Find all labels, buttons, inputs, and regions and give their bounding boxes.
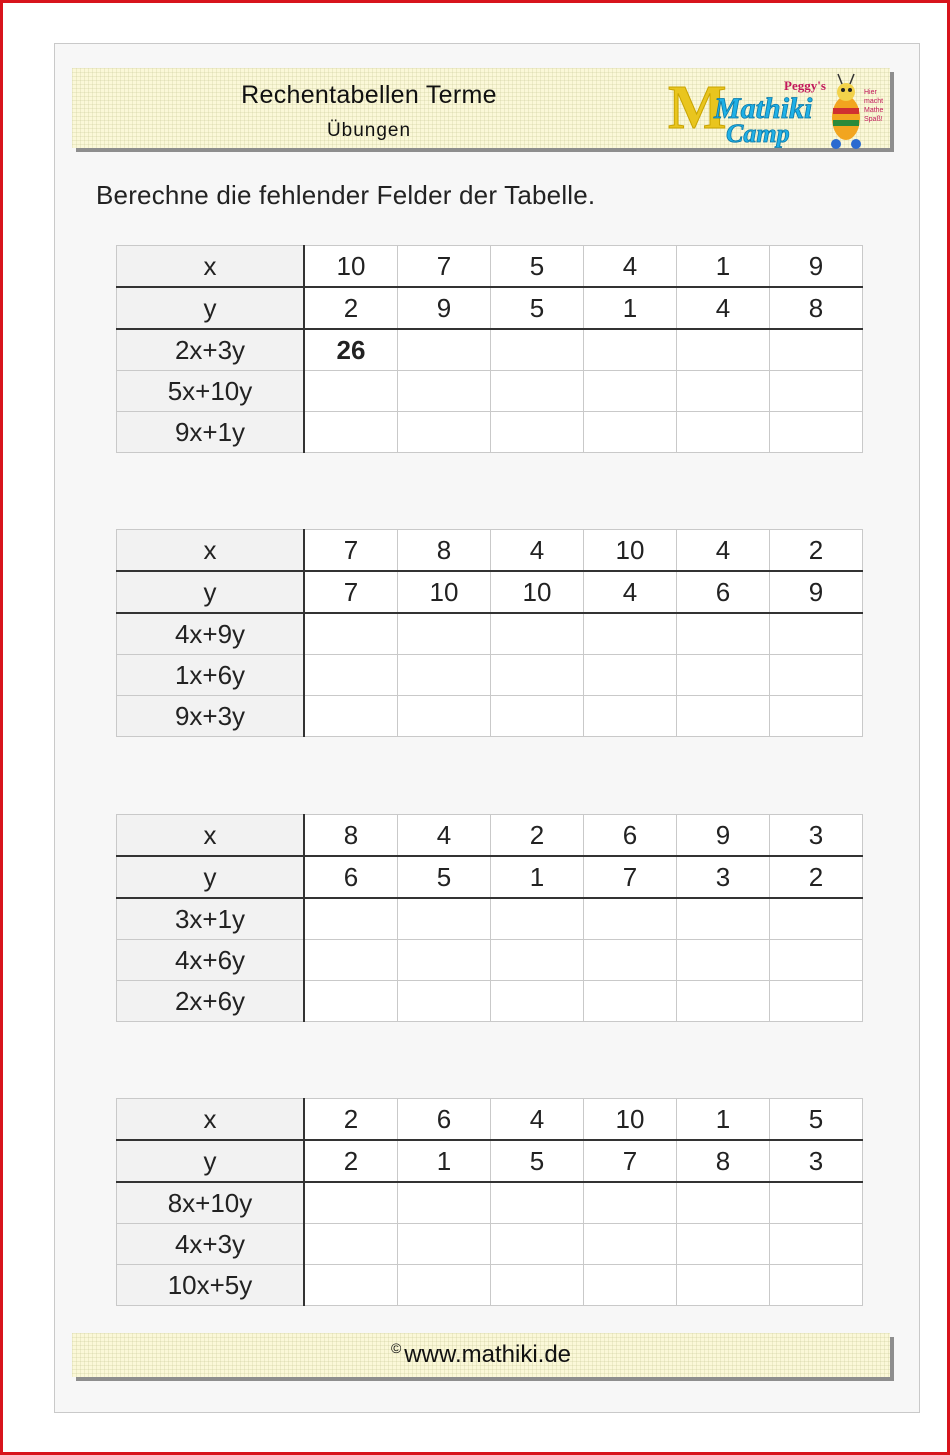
y-row-cell: 8 [770, 287, 863, 329]
x-row-label: x [117, 530, 305, 572]
term-row-cell[interactable] [584, 329, 677, 371]
term-row-cell[interactable] [584, 655, 677, 696]
term-row-cell[interactable] [398, 1265, 491, 1306]
term-row-cell[interactable] [770, 696, 863, 737]
term-row-cell[interactable] [584, 371, 677, 412]
y-row-cell: 9 [398, 287, 491, 329]
term-row-cell[interactable] [491, 1182, 584, 1224]
term-row-cell[interactable] [304, 1224, 398, 1265]
term-row-cell[interactable] [491, 329, 584, 371]
term-row-label: 3x+1y [117, 898, 305, 940]
y-row-cell: 7 [584, 856, 677, 898]
x-row-cell: 9 [770, 246, 863, 288]
term-row-cell[interactable] [491, 412, 584, 453]
y-row-cell: 1 [398, 1140, 491, 1182]
x-row-cell: 10 [304, 246, 398, 288]
term-row-cell[interactable] [398, 898, 491, 940]
term-row-cell[interactable] [584, 898, 677, 940]
calc-table-3 [116, 814, 863, 1022]
term-row-cell[interactable] [491, 655, 584, 696]
x-row-cell: 10 [584, 530, 677, 572]
term-row-label: 10x+5y [117, 1265, 305, 1306]
term-row-cell[interactable] [677, 696, 770, 737]
x-row-cell: 6 [398, 1099, 491, 1141]
footer-url: www.mathiki.de [404, 1341, 572, 1368]
y-row [117, 1140, 863, 1182]
term-row-cell[interactable] [770, 981, 863, 1022]
x-row-cell: 10 [584, 1099, 677, 1141]
footer [72, 1340, 890, 1369]
term-row-label: 4x+9y [117, 613, 305, 655]
svg-text:Hier: Hier [864, 89, 877, 96]
y-row-cell: 3 [677, 856, 770, 898]
term-row [117, 371, 863, 412]
y-row-label: y [117, 856, 305, 898]
term-row-cell[interactable] [398, 655, 491, 696]
y-row-cell: 2 [304, 287, 398, 329]
y-row-cell: 5 [398, 856, 491, 898]
x-row-cell: 6 [584, 815, 677, 857]
term-row-cell[interactable] [304, 1182, 398, 1224]
term-row-cell[interactable] [770, 1182, 863, 1224]
term-row-label: 1x+6y [117, 655, 305, 696]
y-row-cell: 3 [770, 1140, 863, 1182]
term-row-cell[interactable] [770, 1265, 863, 1306]
y-row-label: y [117, 571, 305, 613]
term-row-cell[interactable] [398, 329, 491, 371]
x-row-cell: 7 [304, 530, 398, 572]
term-row-cell[interactable] [677, 371, 770, 412]
term-row-label: 2x+6y [117, 981, 305, 1022]
y-row-cell: 4 [677, 287, 770, 329]
term-row [117, 655, 863, 696]
calc-table-2 [116, 529, 863, 737]
y-row-cell: 6 [677, 571, 770, 613]
term-row-cell[interactable] [304, 940, 398, 981]
y-row-cell: 1 [491, 856, 584, 898]
x-row [117, 1099, 863, 1141]
x-row-cell: 2 [304, 1099, 398, 1141]
x-row-cell: 8 [398, 530, 491, 572]
term-row-cell[interactable] [677, 1182, 770, 1224]
term-row-cell[interactable] [491, 696, 584, 737]
y-row-cell: 5 [491, 287, 584, 329]
x-row-cell: 7 [398, 246, 491, 288]
term-row-cell[interactable] [677, 940, 770, 981]
term-row-cell[interactable] [584, 1224, 677, 1265]
term-row-cell[interactable] [770, 412, 863, 453]
y-row [117, 856, 863, 898]
x-row-cell: 3 [770, 815, 863, 857]
svg-text:Mathe: Mathe [864, 107, 884, 114]
x-row-cell: 5 [770, 1099, 863, 1141]
term-row-label: 9x+1y [117, 412, 305, 453]
term-row-cell[interactable] [584, 1182, 677, 1224]
y-row-cell: 7 [304, 571, 398, 613]
calc-table-1 [116, 245, 863, 453]
term-row-cell[interactable] [304, 412, 398, 453]
x-row-label: x [117, 815, 305, 857]
term-row-cell[interactable] [677, 898, 770, 940]
x-row-cell: 2 [491, 815, 584, 857]
term-row-cell[interactable] [491, 981, 584, 1022]
term-row-cell[interactable] [584, 613, 677, 655]
term-row-cell[interactable] [491, 371, 584, 412]
copyright-symbol: © [390, 1340, 402, 1356]
y-row-label: y [117, 1140, 305, 1182]
term-row-label: 5x+10y [117, 371, 305, 412]
term-row-label: 8x+10y [117, 1182, 305, 1224]
y-row-cell: 2 [304, 1140, 398, 1182]
x-row-cell: 8 [304, 815, 398, 857]
y-row-cell: 9 [770, 571, 863, 613]
term-row-label: 4x+3y [117, 1224, 305, 1265]
term-row-cell[interactable] [398, 371, 491, 412]
term-row-cell[interactable] [677, 613, 770, 655]
term-row-cell[interactable] [398, 696, 491, 737]
calc-table-4 [116, 1098, 863, 1306]
term-row-cell[interactable] [491, 898, 584, 940]
x-row-cell: 9 [677, 815, 770, 857]
term-row [117, 696, 863, 737]
term-row-label: 9x+3y [117, 696, 305, 737]
term-row [117, 940, 863, 981]
x-row-label: x [117, 1099, 305, 1141]
x-row-cell: 4 [491, 530, 584, 572]
y-row-label: y [117, 287, 305, 329]
y-row [117, 571, 863, 613]
term-row-cell[interactable] [677, 1265, 770, 1306]
term-row-cell[interactable] [398, 412, 491, 453]
term-row-cell[interactable] [770, 940, 863, 981]
term-row-cell[interactable] [770, 371, 863, 412]
logo-word-peggys: Peggy's [784, 78, 826, 93]
term-row-cell[interactable] [398, 1224, 491, 1265]
term-row-cell[interactable] [398, 940, 491, 981]
x-row-cell: 4 [677, 530, 770, 572]
term-row-cell[interactable] [304, 696, 398, 737]
term-row-cell[interactable] [304, 655, 398, 696]
bee-mascot-icon [831, 74, 884, 149]
term-row-label: 2x+3y [117, 329, 305, 371]
term-row-cell[interactable] [770, 898, 863, 940]
term-row-cell[interactable] [304, 371, 398, 412]
worksheet-title: Rechentabellen Terme [241, 81, 497, 109]
term-row-cell[interactable] [677, 329, 770, 371]
term-row-cell[interactable] [491, 613, 584, 655]
term-row [117, 1182, 863, 1224]
term-row-cell[interactable] [770, 329, 863, 371]
term-row [117, 1224, 863, 1265]
term-row-cell[interactable] [584, 1265, 677, 1306]
y-row-cell: 1 [584, 287, 677, 329]
svg-text:Spaß!: Spaß! [864, 116, 883, 123]
x-row [117, 530, 863, 572]
term-row-cell[interactable]: 26 [304, 329, 398, 371]
y-row-cell: 7 [584, 1140, 677, 1182]
x-row [117, 246, 863, 288]
term-row-cell[interactable] [584, 412, 677, 453]
x-row-cell: 4 [398, 815, 491, 857]
mathiki-camp-logo [666, 70, 888, 152]
term-row-cell[interactable] [584, 981, 677, 1022]
term-row-cell[interactable] [398, 613, 491, 655]
svg-text:macht: macht [864, 98, 884, 105]
term-row-cell[interactable] [491, 940, 584, 981]
x-row-cell: 1 [677, 246, 770, 288]
y-row-cell: 10 [491, 571, 584, 613]
term-row-cell[interactable] [584, 940, 677, 981]
term-row-cell[interactable] [584, 696, 677, 737]
term-row-label: 4x+6y [117, 940, 305, 981]
x-row [117, 815, 863, 857]
term-row-cell[interactable] [304, 1265, 398, 1306]
term-row-cell[interactable] [491, 1224, 584, 1265]
term-row [117, 1265, 863, 1306]
y-row-cell: 2 [770, 856, 863, 898]
logo-letter-m: M [668, 74, 727, 142]
x-row-cell: 2 [770, 530, 863, 572]
term-row-cell[interactable] [398, 981, 491, 1022]
term-row-cell[interactable] [491, 1265, 584, 1306]
term-row [117, 981, 863, 1022]
logo-word-mathiki: Mathiki [714, 92, 813, 125]
logo-word-camp: Camp [726, 119, 790, 148]
term-row-cell[interactable] [677, 1224, 770, 1265]
y-row-cell: 5 [491, 1140, 584, 1182]
term-row [117, 412, 863, 453]
x-row-label: x [117, 246, 305, 288]
x-row-cell: 4 [584, 246, 677, 288]
y-row-cell: 8 [677, 1140, 770, 1182]
term-row-cell[interactable] [677, 981, 770, 1022]
y-row-cell: 4 [584, 571, 677, 613]
term-row-cell[interactable] [770, 1224, 863, 1265]
term-row-cell[interactable] [677, 655, 770, 696]
task-instruction: Berechne die fehlender Felder der Tabelle. [96, 180, 596, 210]
term-row [117, 898, 863, 940]
term-row-cell[interactable] [398, 1182, 491, 1224]
term-row [117, 329, 863, 371]
worksheet-subtitle: Übungen [326, 120, 412, 141]
y-row-cell: 6 [304, 856, 398, 898]
term-row [117, 613, 863, 655]
x-row-cell: 1 [677, 1099, 770, 1141]
term-row-cell[interactable] [304, 613, 398, 655]
term-row-cell[interactable] [677, 412, 770, 453]
term-row-cell[interactable] [770, 613, 863, 655]
x-row-cell: 5 [491, 246, 584, 288]
y-row-cell: 10 [398, 571, 491, 613]
x-row-cell: 4 [491, 1099, 584, 1141]
term-row-cell[interactable] [304, 898, 398, 940]
y-row [117, 287, 863, 329]
term-row-cell[interactable] [304, 981, 398, 1022]
term-row-cell[interactable] [770, 655, 863, 696]
